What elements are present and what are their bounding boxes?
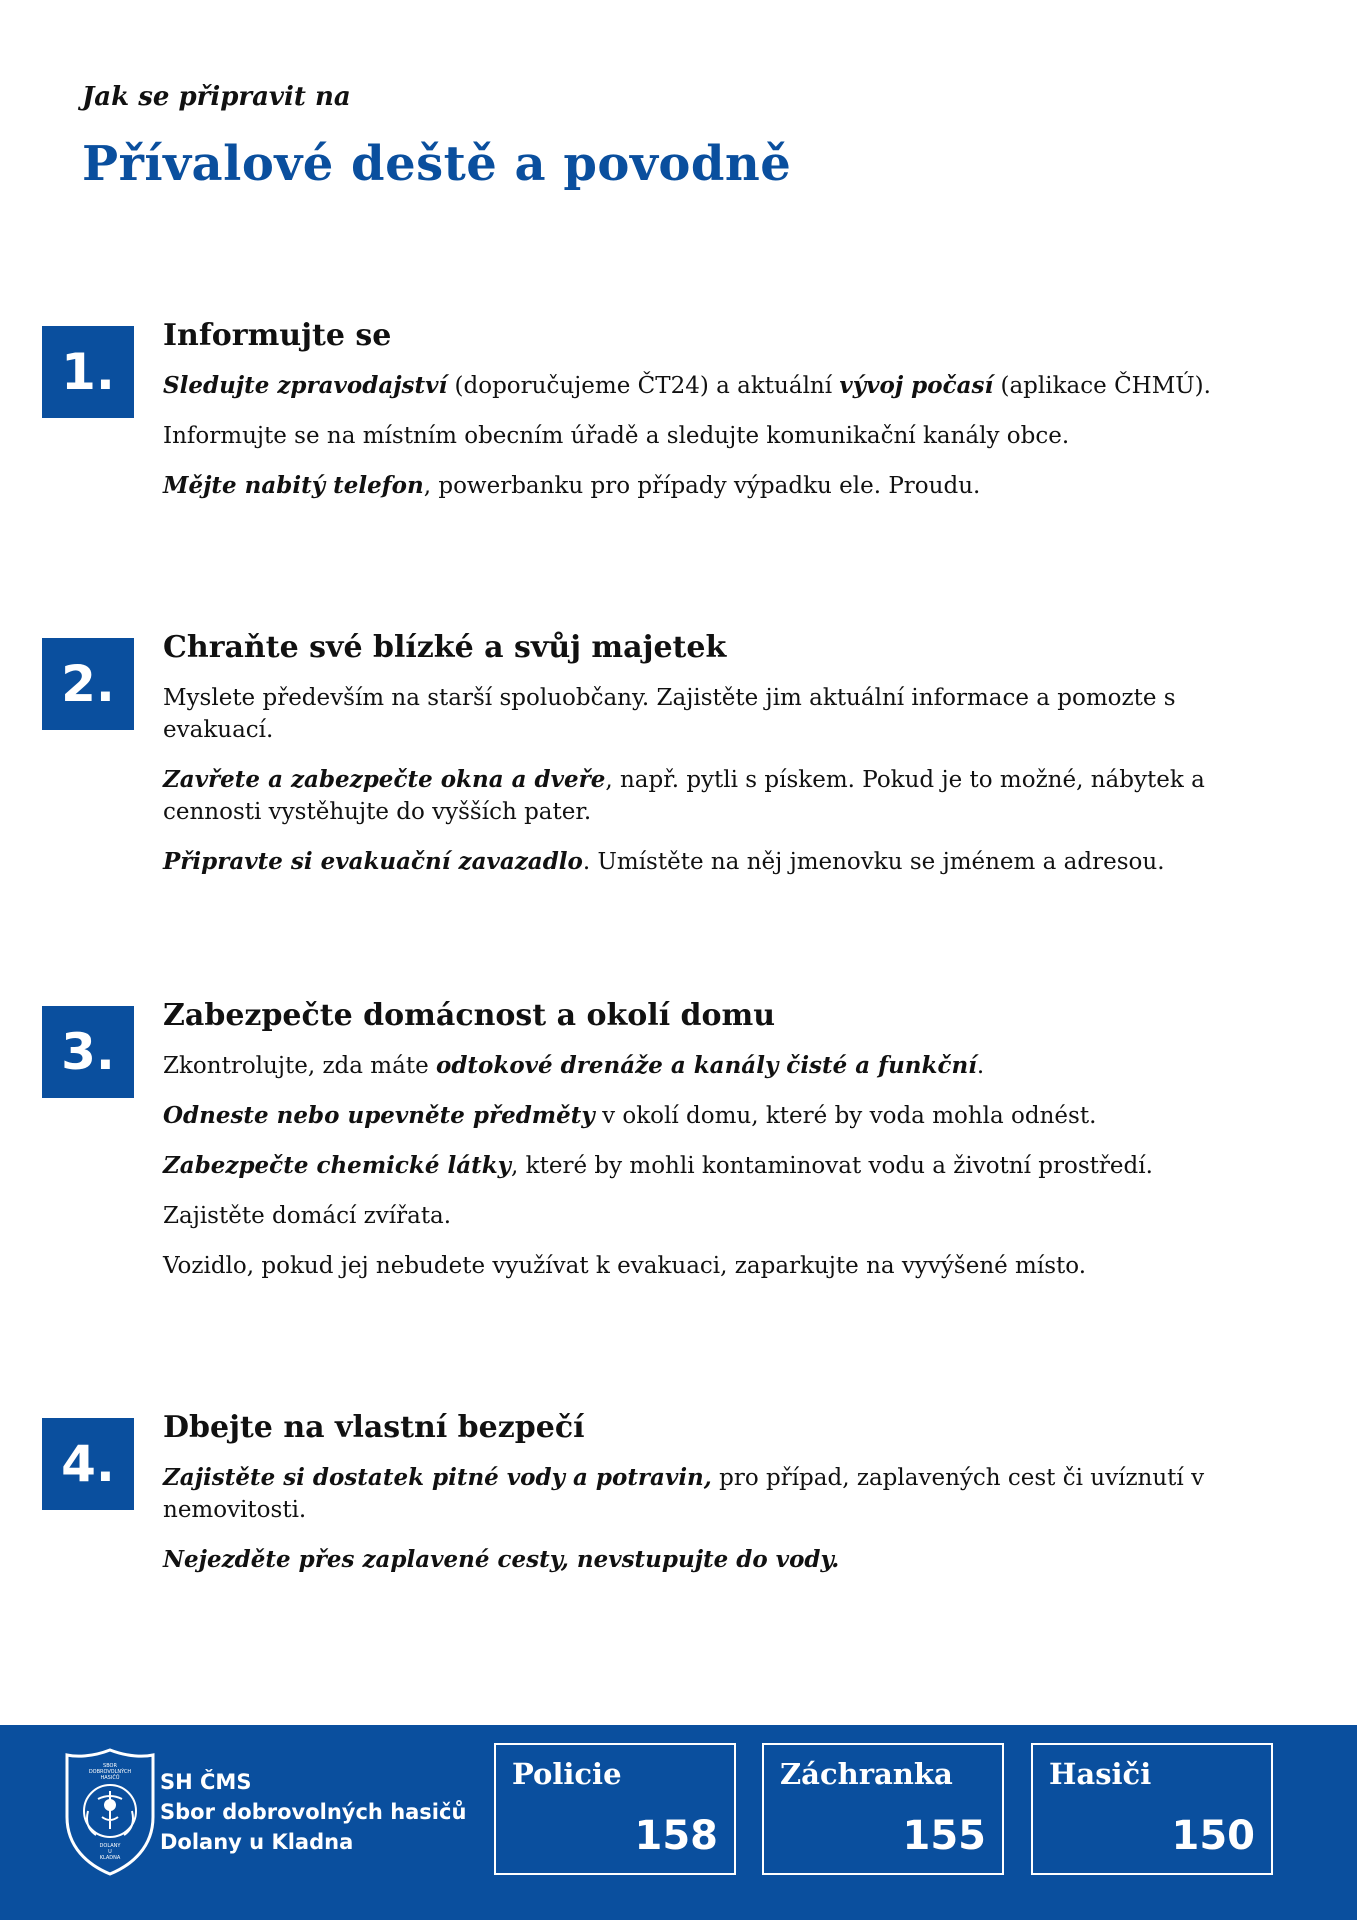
org-line: SH ČMS — [160, 1770, 252, 1794]
svg-text:HASIČŮ: HASIČŮ — [100, 1775, 120, 1781]
phone-number: 158 — [634, 1813, 718, 1859]
paragraph: Zavřete a zabezpečte okna a dveře, např. pytli s pískem. Pokud je to možné, nábytek a cennosti vystěhujte do vyšších pater. — [163, 766, 1205, 825]
phone-firefighters — [1031, 1743, 1273, 1875]
phone-ambulance — [762, 1743, 1004, 1875]
svg-text:KLADNA: KLADNA — [99, 1855, 121, 1861]
phone-police — [494, 1743, 736, 1875]
paragraph: Zajistěte si dostatek pitné vody a potravin, pro případ, zaplavených cest či uvíznutí v nemovitosti. — [163, 1464, 1205, 1523]
paragraph: Informujte se na místním obecním úřadě a sledujte komunikační kanály obce. — [163, 423, 1070, 449]
svg-text:DOBROVOLNÝCH: DOBROVOLNÝCH — [88, 1769, 132, 1775]
section-heading: Chraňte své blízké a svůj majetek — [163, 630, 727, 665]
paragraph: Sledujte zpravodajství (doporučujeme ČT24) a aktuální vývoj počasí (aplikace ČHMÚ). — [163, 372, 1211, 399]
phone-label: Policie — [512, 1757, 622, 1791]
paragraph: Vozidlo, pokud jej nebudete využívat k evakuaci, zaparkujte na vyvýšené místo. — [163, 1253, 1087, 1279]
paragraph: Zabezpečte chemické látky, které by mohli kontaminovat vodu a životní prostředí. — [163, 1152, 1153, 1179]
paragraph: Nejezděte přes zaplavené cesty, nevstupujte do vody. — [163, 1546, 840, 1573]
phone-number: 155 — [902, 1813, 986, 1859]
section-number: 1. — [42, 326, 134, 418]
section-heading: Dbejte na vlastní bezpečí — [163, 1410, 585, 1445]
svg-text:SBOR: SBOR — [103, 1763, 117, 1769]
paragraph: Odneste nebo upevněte předměty v okolí domu, které by voda mohla odnést. — [163, 1102, 1097, 1129]
section-number: 2. — [42, 638, 134, 730]
section-body — [163, 316, 1283, 520]
svg-text:DOLANY: DOLANY — [99, 1843, 121, 1849]
organization-name — [160, 1767, 466, 1857]
phone-label: Hasiči — [1049, 1757, 1152, 1791]
org-line: Sbor dobrovolných hasičů — [160, 1800, 467, 1824]
shield-logo-icon — [62, 1747, 158, 1877]
section-body — [163, 996, 1283, 1300]
phone-label: Záchranka — [780, 1757, 953, 1791]
org-line: Dolany u Kladna — [160, 1830, 354, 1854]
paragraph: Připravte si evakuační zavazadlo. Umístěte na něj jmenovku se jménem a adresou. — [163, 848, 1165, 875]
paragraph: Zkontrolujte, zda máte odtokové drenáže a kanály čisté a funkční. — [163, 1052, 985, 1079]
section-body — [163, 628, 1283, 896]
section-number: 3. — [42, 1006, 134, 1098]
section-heading: Informujte se — [163, 318, 392, 353]
paragraph: Myslete především na starší spoluobčany. Zajistěte jim aktuální informace a pomozte s evakuací. — [163, 685, 1176, 743]
fire-brigade-logo — [62, 1747, 158, 1877]
page-title: Přívalové deště a povodně — [82, 136, 792, 192]
section-heading: Zabezpečte domácnost a okolí domu — [163, 998, 776, 1033]
paragraph: Zajistěte domácí zvířata. — [163, 1203, 452, 1229]
paragraph: Mějte nabitý telefon, powerbanku pro případy výpadku ele. Proudu. — [163, 472, 981, 499]
page-kicker: Jak se připravit na — [82, 82, 351, 112]
phone-number: 150 — [1171, 1813, 1255, 1859]
svg-text:U: U — [108, 1849, 112, 1855]
section-body — [163, 1408, 1283, 1594]
footer — [0, 1725, 1357, 1920]
section-number: 4. — [42, 1418, 134, 1510]
